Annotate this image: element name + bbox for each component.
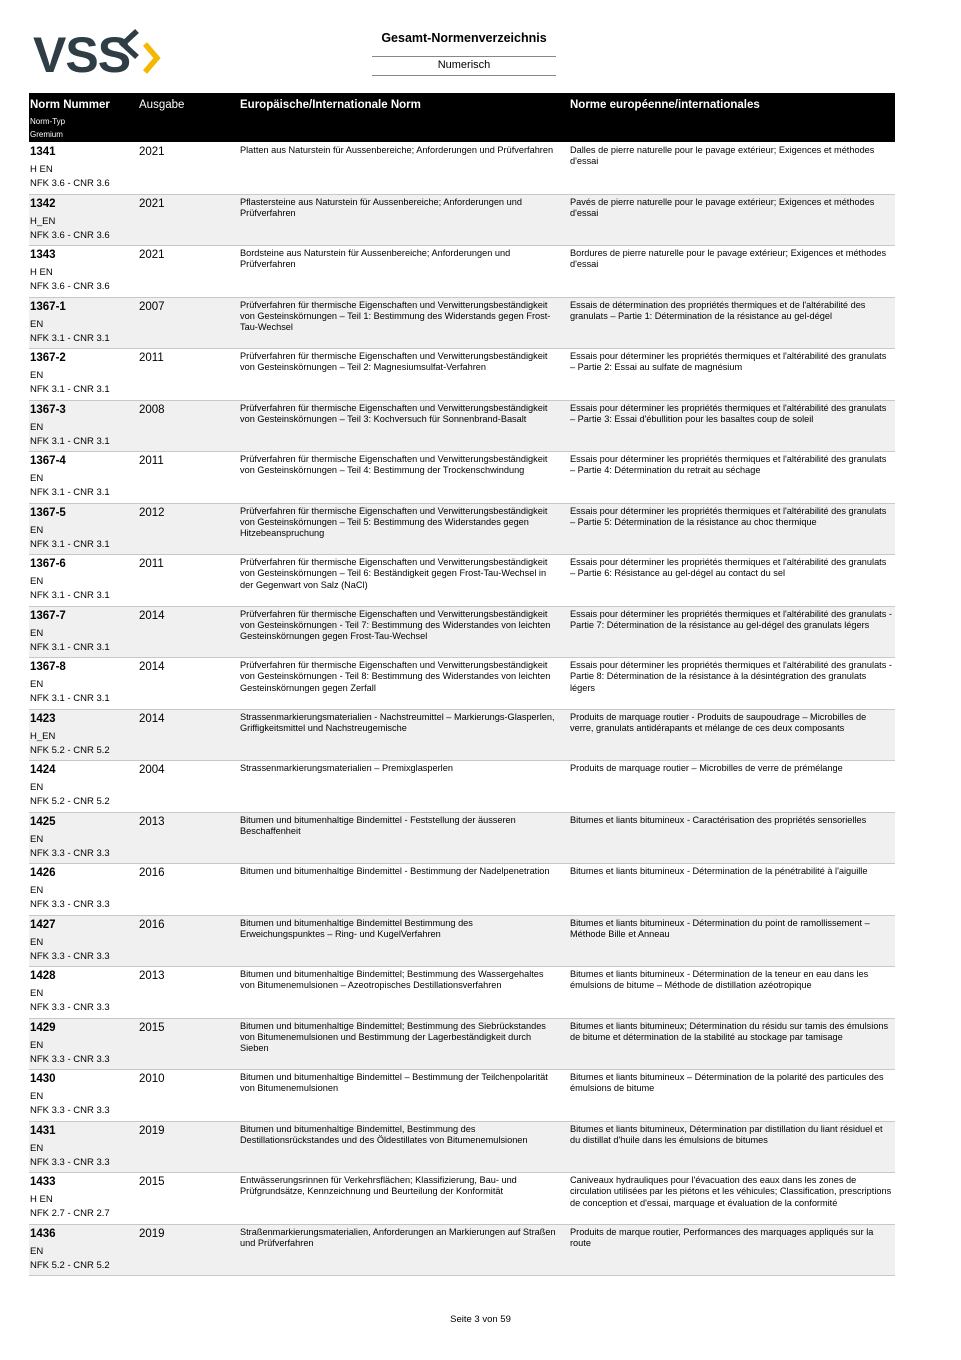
gremium: NFK 3.1 - CNR 3.1 [30,641,110,653]
ausgabe: 2019 [139,1227,165,1240]
table-row [29,1070,895,1122]
gremium: NFK 3.1 - CNR 3.1 [30,332,110,344]
norm-typ: H EN [30,267,53,278]
title-de: Bordsteine aus Naturstein für Aussenbereiche; Anforderungen und Prüfverfahren [240,248,511,270]
table-row [29,607,895,659]
gremium: NFK 3.1 - CNR 3.1 [30,435,110,447]
gremium: NFK 3.3 - CNR 3.3 [30,1053,110,1065]
table-row [29,246,895,298]
norm-typ: EN [30,988,44,999]
gremium: NFK 3.3 - CNR 3.3 [30,1105,110,1116]
ausgabe: 2012 [139,506,165,519]
title-fr: Bitumes et liants bitumineux, Détermination par distillation du liant résiduel et du distillat d'huile dans les émulsions de bitumes [570,1123,883,1145]
title-de: Pflastersteine aus Naturstein für Aussenbereiche; Anforderungen und Prüfverfahren [240,196,522,218]
ausgabe: 2021 [139,146,165,158]
norm-nummer: 1367-1 [30,300,66,313]
title-de: Prüfverfahren für thermische Eigenschaften und Verwitterungsbeständigkeit von Gesteinskörnungen – Teil 1: Bestimmung des Widerstands gegen Frost-Tau-Wechsel [240,299,551,333]
logo-text: VSS [33,28,131,78]
title-fr: Bordures de pierre naturelle pour le pavage extérieur; Exigences et méthodes d'essai [570,248,887,270]
ausgabe: 2007 [139,300,165,313]
col-norm-nummer: Norm Nummer [30,99,110,111]
ausgabe: 2014 [139,712,165,725]
title-de: Bitumen und bitumenhaltige Bindemittel – Bestimmung der Teilchenpolarität von Bitumenemulsionen [240,1072,548,1094]
gremium: NFK 3.1 - CNR 3.1 [30,693,110,704]
document-title: Gesamt-Normenverzeichnis [381,31,547,45]
table-row [29,813,895,865]
gremium: NFK 3.6 - CNR 3.6 [30,178,110,189]
table-row [29,1122,895,1174]
norm-typ: EN [30,679,44,690]
title-de: Prüfverfahren für thermische Eigenschaften und Verwitterungsbeständigkeit von Gesteinskörnungen – Teil 4: Bestimmung der Trockenschwindung [240,454,548,476]
norm-nummer: 1343 [30,249,56,261]
table-row [29,452,895,504]
norm-nummer: 1367-8 [30,661,66,673]
gremium: NFK 3.1 - CNR 3.1 [30,538,110,550]
title-divider [372,56,556,57]
table-row [29,658,895,710]
title-fr: Bitumes et liants bitumineux - Caractérisation des propriétés sensorielles [570,814,867,825]
col-norm-typ: Norm-Typ [30,117,66,126]
norm-typ: EN [30,473,44,484]
ausgabe: 2011 [139,455,164,467]
norm-typ: EN [30,1091,44,1102]
table-row [29,864,895,916]
title-de: Prüfverfahren für thermische Eigenschaften und Verwitterungsbeständigkeit von Gesteinskörnungen - Teil 7: Bestimmung des Widerstandes von leichten Gesteinskörnungen gegen Frost-Tau-Wechsel [240,608,551,642]
table-row [29,298,895,350]
norm-typ: EN [30,936,44,948]
norm-typ: H_EN [30,215,56,227]
title-de: Straßenmarkierungsmaterialien, Anforderungen an Markierungen auf Straßen und Prüfverfahren [240,1226,556,1248]
norm-typ: EN [30,1039,44,1051]
ausgabe: 2013 [139,970,165,982]
title-de: Prüfverfahren für thermische Eigenschaften und Verwitterungsbeständigkeit von Gesteinskörnungen – Teil 2: Magnesiumsulfat-Verfahren [240,351,548,373]
norm-typ: EN [30,1245,44,1257]
norm-typ: EN [30,833,44,845]
title-de: Bitumen und bitumenhaltige Bindemittel, Bestimmung des Destillationsrückstandes und des Öldestillates von Bitumenemulsionen [240,1123,528,1145]
title-fr: Dalles de pierre naturelle pour le pavage extérieur; Exigences et méthodes d'essai [570,145,875,167]
norm-nummer: 1367-4 [30,455,66,467]
norm-typ: EN [30,370,44,381]
table-row [29,916,895,968]
norm-nummer: 1436 [30,1227,56,1240]
col-gremium: Gremium [30,130,63,139]
norm-typ: H EN [30,1194,53,1205]
title-fr: Essais pour déterminer les propriétés thermiques et l'altérabilité des granulats – Partie 6: Résistance au gel-dégel au contact du sel [570,557,887,579]
title-fr: Essais de détermination des propriétés thermiques et de l'altérabilité des granulats – Partie 1: Détermination de la résistance au gel-dégel [570,299,866,321]
table-row [29,1173,895,1225]
norm-nummer: 1426 [30,867,56,879]
table-row [29,1019,895,1071]
title-fr: Caniveaux hydrauliques pour l'évacuation des eaux dans les zones de circulation utilisées par les piétons et les véhicules; Classification, prescriptions de conception et d'essai, marquage et évaluation de la conformité [570,1175,892,1208]
norm-nummer: 1427 [30,918,56,931]
title-fr: Essais pour déterminer les propriétés thermiques et l'altérabilité des granulats - Partie 8: Détermination de la résistance à la désintégration des granulats légers [570,660,892,693]
vss-logo [33,28,163,78]
title-fr: Bitumes et liants bitumineux; Détermination du résidu sur tamis des émulsions de bitume et détermination de la stabilité au stockage par tamisage [570,1020,889,1042]
ausgabe: 2011 [139,558,164,570]
ausgabe: 2013 [139,815,165,828]
table-body [29,143,895,1276]
norm-nummer: 1341 [30,146,56,158]
page-number: Seite 3 von 59 [450,1314,511,1325]
title-de: Prüfverfahren für thermische Eigenschaften und Verwitterungsbeständigkeit von Gesteinskörnungen - Teil 8: Bestimmung des Widerstandes von leichten Gesteinskörnungen gegen Zerfall [240,660,551,693]
table-row [29,761,895,813]
title-de: Strassenmarkierungsmaterialien - Nachstreumittel – Markierungs-Glasperlen, Griffigkeitsmittel und Nachstreugemische [240,711,555,733]
gremium: NFK 3.3 - CNR 3.3 [30,1156,110,1168]
norm-nummer: 1367-6 [30,558,66,570]
gremium: NFK 3.1 - CNR 3.1 [30,384,110,395]
norm-nummer: 1428 [30,970,56,982]
ausgabe: 2014 [139,661,165,673]
gremium: NFK 5.2 - CNR 5.2 [30,796,110,807]
gremium: NFK 5.2 - CNR 5.2 [30,1259,110,1271]
norm-nummer: 1425 [30,815,56,828]
ausgabe: 2021 [139,249,165,261]
title-de: Bitumen und bitumenhaltige Bindemittel; Bestimmung des Siebrückstandes von Bitumenemulsionen und Bestimmung der Lagerbeständigkeit durch Sieben [240,1020,546,1054]
ausgabe: 2008 [139,403,165,416]
ausgabe: 2004 [139,764,165,776]
col-fr-title: Norme européenne/internationales [570,99,760,111]
ausgabe: 2019 [139,1124,165,1137]
norm-typ: H EN [30,164,53,175]
table-row [29,143,895,195]
table-row [29,349,895,401]
title-fr: Produits de marque routier, Performances des marquages appliqués sur la route [570,1226,874,1248]
subtitle-divider [372,75,556,76]
title-fr: Pavés de pierre naturelle pour le pavage extérieur; Exigences et méthodes d'essai [570,196,875,218]
gremium: NFK 5.2 - CNR 5.2 [30,744,110,756]
norm-typ: EN [30,782,44,793]
ausgabe: 2016 [139,918,165,931]
title-de: Bitumen und bitumenhaltige Bindemittel; Bestimmung des Wassergehaltes von Bitumenemulsionen – Azeotropisches Destillationsverfahren [240,969,544,991]
table-row [29,401,895,453]
title-de: Prüfverfahren für thermische Eigenschaften und Verwitterungsbeständigkeit von Gesteinskörnungen – Teil 5: Bestimmung des Widerstandes gegen Hitzebeanspruchung [240,505,548,539]
title-fr: Essais pour déterminer les propriétés thermiques et l'altérabilité des granulats - Partie 7: Détermination de la résistance au gel-dégel des granulats légers [570,608,892,630]
norm-nummer: 1433 [30,1176,56,1188]
gremium: NFK 3.1 - CNR 3.1 [30,590,110,601]
gremium: NFK 2.7 - CNR 2.7 [30,1208,110,1219]
norm-nummer: 1342 [30,197,56,210]
gremium: NFK 3.6 - CNR 3.6 [30,229,110,241]
table-row [29,1225,895,1277]
table-row [29,555,895,607]
ausgabe: 2010 [139,1073,165,1085]
title-fr: Essais pour déterminer les propriétés thermiques et l'altérabilité des granulats – Partie 4: Détermination du retrait au séchage [570,454,887,476]
gremium: NFK 3.3 - CNR 3.3 [30,1002,110,1013]
norm-typ: EN [30,1142,44,1154]
title-de: Platten aus Naturstein für Aussenbereiche; Anforderungen und Prüfverfahren [240,145,554,155]
gremium: NFK 3.1 - CNR 3.1 [30,487,110,498]
ausgabe: 2014 [139,609,165,622]
norm-nummer: 1367-7 [30,609,66,622]
norm-typ: EN [30,576,44,587]
title-de: Bitumen und bitumenhaltige Bindemittel Bestimmung des Erweichungspunktes – Ring- und KugelVerfahren [240,917,473,939]
table-row [29,504,895,556]
norm-nummer: 1430 [30,1073,56,1085]
table-row [29,710,895,762]
title-fr: Produits de marquage routier - Produits de saupoudrage – Microbilles de verre, granulats antidérapants et mélange de ces deux composants [570,711,867,733]
title-fr: Bitumes et liants bitumineux – Détermination de la polarité des particules des émulsions de bitume [570,1072,884,1094]
title-de: Bitumen und bitumenhaltige Bindemittel - Feststellung der äusseren Beschaffenheit [240,814,516,836]
logo-chevron-accent-icon [145,44,157,72]
norm-nummer: 1423 [30,712,56,725]
norm-typ: EN [30,627,44,639]
title-fr: Bitumes et liants bitumineux - Détermination de la teneur en eau dans les émulsions de bitume – Méthode de distillation azéotropique [570,969,869,991]
ausgabe: 2011 [139,352,164,364]
norm-nummer: 1367-3 [30,403,66,416]
title-fr: Essais pour déterminer les propriétés thermiques et l'altérabilité des granulats – Partie 2: Essai au sulfate de magnésium [570,351,887,373]
gremium: NFK 3.6 - CNR 3.6 [30,281,110,292]
title-fr: Bitumes et liants bitumineux - Détermination de la pénétrabilité à l'aiguille [570,866,868,876]
gremium: NFK 3.3 - CNR 3.3 [30,950,110,962]
title-fr: Essais pour déterminer les propriétés thermiques et l'altérabilité des granulats – Partie 5: Détermination de la résistance au choc thermique [570,505,887,527]
title-de: Prüfverfahren für thermische Eigenschaften und Verwitterungsbeständigkeit von Gesteinskörnungen – Teil 6: Beständigkeit gegen Frost-Tau-Wechsel in der Gegenwart von Salz (NaCl) [240,557,548,590]
norm-nummer: 1367-2 [30,352,66,364]
norm-nummer: 1431 [30,1124,56,1137]
ausgabe: 2015 [139,1021,165,1034]
title-de: Entwässerungsrinnen für Verkehrsflächen; Klassifizierung, Bau- und Prüfgrundsätze, Kennzeichnung und Beurteilung der Konformität [240,1175,517,1197]
ausgabe: 2021 [139,197,165,210]
ausgabe: 2015 [139,1176,165,1188]
title-de: Strassenmarkierungsmaterialien – Premixglasperlen [240,763,453,773]
title-fr: Essais pour déterminer les propriétés thermiques et l'altérabilité des granulats – Partie 3: Essai d'ébullition pour les basaltes coup de soleil [570,402,887,424]
title-fr: Produits de marquage routier – Microbilles de verre de prémélange [570,763,843,773]
title-fr: Bitumes et liants bitumineux - Détermination du point de ramollissement – Méthode Bille et Anneau [570,917,870,939]
norm-typ: EN [30,885,44,896]
norm-typ: EN [30,318,44,330]
norm-nummer: 1367-5 [30,506,66,519]
ausgabe: 2016 [139,867,165,879]
table-row [29,967,895,1019]
norm-nummer: 1429 [30,1021,56,1034]
col-ausgabe: Ausgabe [139,99,185,111]
norm-typ: EN [30,421,44,433]
document-subtitle: Numerisch [437,59,491,71]
gremium: NFK 3.3 - CNR 3.3 [30,899,110,910]
title-de: Prüfverfahren für thermische Eigenschaften und Verwitterungsbeständigkeit von Gesteinskörnungen – Teil 3: Kochversuch für Sonnenbrand-Basalt [240,402,548,424]
title-de: Bitumen und bitumenhaltige Bindemittel - Bestimmung der Nadelpenetration [240,866,550,876]
norm-typ: EN [30,524,44,536]
gremium: NFK 3.3 - CNR 3.3 [30,847,110,859]
col-de-title: Europäische/Internationale Norm [240,99,421,111]
norm-nummer: 1424 [30,764,56,776]
norm-typ: H_EN [30,730,56,742]
table-row [29,195,895,247]
table-header [29,93,895,142]
